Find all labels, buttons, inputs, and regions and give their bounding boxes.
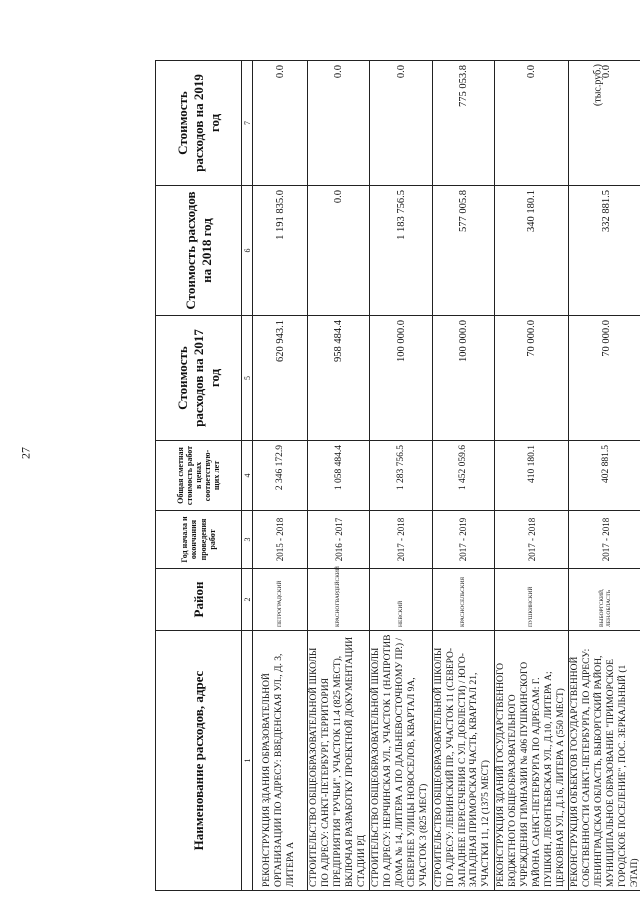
row-total: 1 058 484.4 (308, 441, 370, 511)
row-total: 410 180.1 (495, 441, 569, 511)
row-cost-2018: 1 183 756.5 (370, 186, 432, 316)
row-cost-2017: 70 000.0 (569, 316, 640, 441)
row-years: 2017 - 2018 (370, 511, 432, 569)
header-name: Наименование расходов, адрес (156, 631, 242, 891)
column-number: 5 (242, 316, 253, 441)
row-years: 2017 - 2018 (569, 511, 640, 569)
row-total: 402 881.5 (569, 441, 640, 511)
header-row (156, 61, 242, 891)
row-cost-2018: 577 005.8 (432, 186, 494, 316)
row-years: 2016 - 2017 (308, 511, 370, 569)
table-row (253, 61, 308, 891)
table-row (370, 61, 432, 891)
row-name: РЕКОНСТРУКЦИЯ ЗДАНИЯ ОБРАЗОВАТЕЛЬНОЙ ОРГАНИЗАЦИИ ПО АДРЕСУ: ВВЕДЕНСКАЯ УЛ., Д. 3, ЛИТЕРА А (253, 631, 308, 891)
table-row (495, 61, 569, 891)
units-label: (тыс.руб.) (592, 63, 604, 107)
row-cost-2019: 0.0 (569, 61, 640, 186)
row-district: ПЕТРОГРАДСКИЙ (253, 569, 308, 631)
row-cost-2019: 775 053.8 (432, 61, 494, 186)
column-number: 4 (242, 441, 253, 511)
column-number: 3 (242, 511, 253, 569)
row-years: 2017 - 2018 (495, 511, 569, 569)
row-district: КРАСНОСЕЛЬСКИЯ (432, 569, 494, 631)
column-number-row (242, 61, 253, 891)
column-number: 7 (242, 61, 253, 186)
row-district: ВЫБОРГСКИЙ, ЛЕН.ОБЛАСТЬ (569, 569, 640, 631)
row-district: КРАСНОГВАРДЕЙСКИЙ (308, 569, 370, 631)
table-row (308, 61, 370, 891)
row-cost-2018: 0.0 (308, 186, 370, 316)
row-name: РЕКОНСТРУКЦИЯ ЗДАНИЙ ГОСУДАРСТВЕННОГО БЮДЖЕТНОГО ОБЩЕОБРАЗОВАТЕЛЬНОГО УЧРЕЖДЕНИЯ ГИМНАЗИИ № 406 ПУШКИНСКОГО РАЙОНА САНКТ-ПЕТЕРБУРГА ПО АДРЕСАМ: Г. ПУШКИН, ЛЕОНТЬЕВСКАЯ УЛ., Д.10, ЛИТЕРА А; ЦЕРКОВНАЯ УЛ., Д.16, ЛИТЕРА А (550 МЕСТ) (495, 631, 569, 891)
row-cost-2017: 958 484.4 (308, 316, 370, 441)
row-name: СТРОИТЕЛЬСТВО ОБЩЕОБРАЗОВАТЕЛЬНОЙ ШКОЛЫ ПО АДРЕСУ: НЕРЧИНСКАЯ УЛ., УЧАСТОК 1 (НАПРОТИВ ДОМА № 14, ЛИТЕРА А ПО ДАЛЬНЕВОСТОЧНОМУ ПР.) / СЕВЕРНЕЕ УЛИЦЫ НОВОСЕЛОВ, КВАРТАЛ 9А, УЧАСТОК 3 (825 МЕСТ) (370, 631, 432, 891)
row-total: 2 346 172.9 (253, 441, 308, 511)
row-cost-2017: 70 000.0 (495, 316, 569, 441)
expenses-table (155, 60, 640, 891)
row-district: НЕВСКИЙ (370, 569, 432, 631)
row-cost-2018: 332 881.5 (569, 186, 640, 316)
row-years: 2017 - 2019 (432, 511, 494, 569)
table-row (432, 61, 494, 891)
row-total: 1 452 059.6 (432, 441, 494, 511)
row-years: 2015 - 2018 (253, 511, 308, 569)
header-district: Район (156, 569, 242, 631)
column-number: 1 (242, 631, 253, 891)
row-cost-2017: 100 000.0 (432, 316, 494, 441)
header-total: Общая сметная стоимость работ в ценах соответствую-щих лет (156, 441, 242, 511)
row-total: 1 283 756.5 (370, 441, 432, 511)
header-cost-2017: Стоимость расходов на 2017 год (156, 316, 242, 441)
column-number: 2 (242, 569, 253, 631)
row-cost-2018: 340 180.1 (495, 186, 569, 316)
row-cost-2018: 1 191 835.0 (253, 186, 308, 316)
row-cost-2019: 0.0 (308, 61, 370, 186)
row-cost-2017: 620 943.1 (253, 316, 308, 441)
row-name: СТРОИТЕЛЬСТВО ОБЩЕОБРАЗОВАТЕЛЬНОЙ ШКОЛЫ ПО АДРЕСУ: ЛЕНИНСКИЙ ПР., УЧАСТОК 11 (СЕВЕРО-ЗАПАДНЕЕ ПЕРЕСЕЧЕНИЯ С УЛ. ДОБЛЕСТИ) / ЮГО-ЗАПАДНАЯ ПРИМОРСКАЯ ЧАСТЬ, КВАРТАЛ 21, УЧАСТКИ 11, 12 (1375 МЕСТ) (432, 631, 494, 891)
row-cost-2019: 0.0 (495, 61, 569, 186)
table-row (569, 61, 640, 891)
row-cost-2017: 100 000.0 (370, 316, 432, 441)
row-district: ПУШКИНСКИЙ (495, 569, 569, 631)
page-number: 27 (18, 447, 33, 459)
row-name: СТРОИТЕЛЬСТВО ОБЩЕОБРАЗОВАТЕЛЬНОЙ ШКОЛЫ ПО АДРЕСУ: САНКТ-ПЕТЕРБУРГ, ТЕРРИТОРИЯ ПРЕДПРИЯТИЯ "РУЧЬИ", УЧАСТОК 11.4 (825 МЕСТ), ВКЛЮЧАЯ РАЗРАБОТКУ ПРОЕКТНОЙ ДОКУМЕНТАЦИИ СТАДИИ РД (308, 631, 370, 891)
column-number: 6 (242, 186, 253, 316)
header-years: Год начала и окончания проведения работ (156, 511, 242, 569)
row-name: РЕКОНСТРУКЦИЯ ОБЪЕКТОВ ГОСУДАРСТВЕННОЙ СОБСТВЕННОСТИ САНКТ-ПЕТЕРБУРГА, ПО АДРЕСУ: ЛЕНИНГРАДСКАЯ ОБЛАСТЬ, ВЫБОРГСКИЙ РАЙОН, МУНИЦИПАЛЬНОЕ ОБРАЗОВАНИЕ "ПРИМОРСКОЕ ГОРОДСКОЕ ПОСЕЛЕНИЕ", ПОС. ЗЕРКАЛЬНЫЙ (1 ЭТАП) (569, 631, 640, 891)
header-cost-2018: Стоимость расходов на 2018 год (156, 186, 242, 316)
row-cost-2019: 0.0 (253, 61, 308, 186)
header-cost-2019: Стоимость расходов на 2019 год (156, 61, 242, 186)
row-cost-2019: 0.0 (370, 61, 432, 186)
